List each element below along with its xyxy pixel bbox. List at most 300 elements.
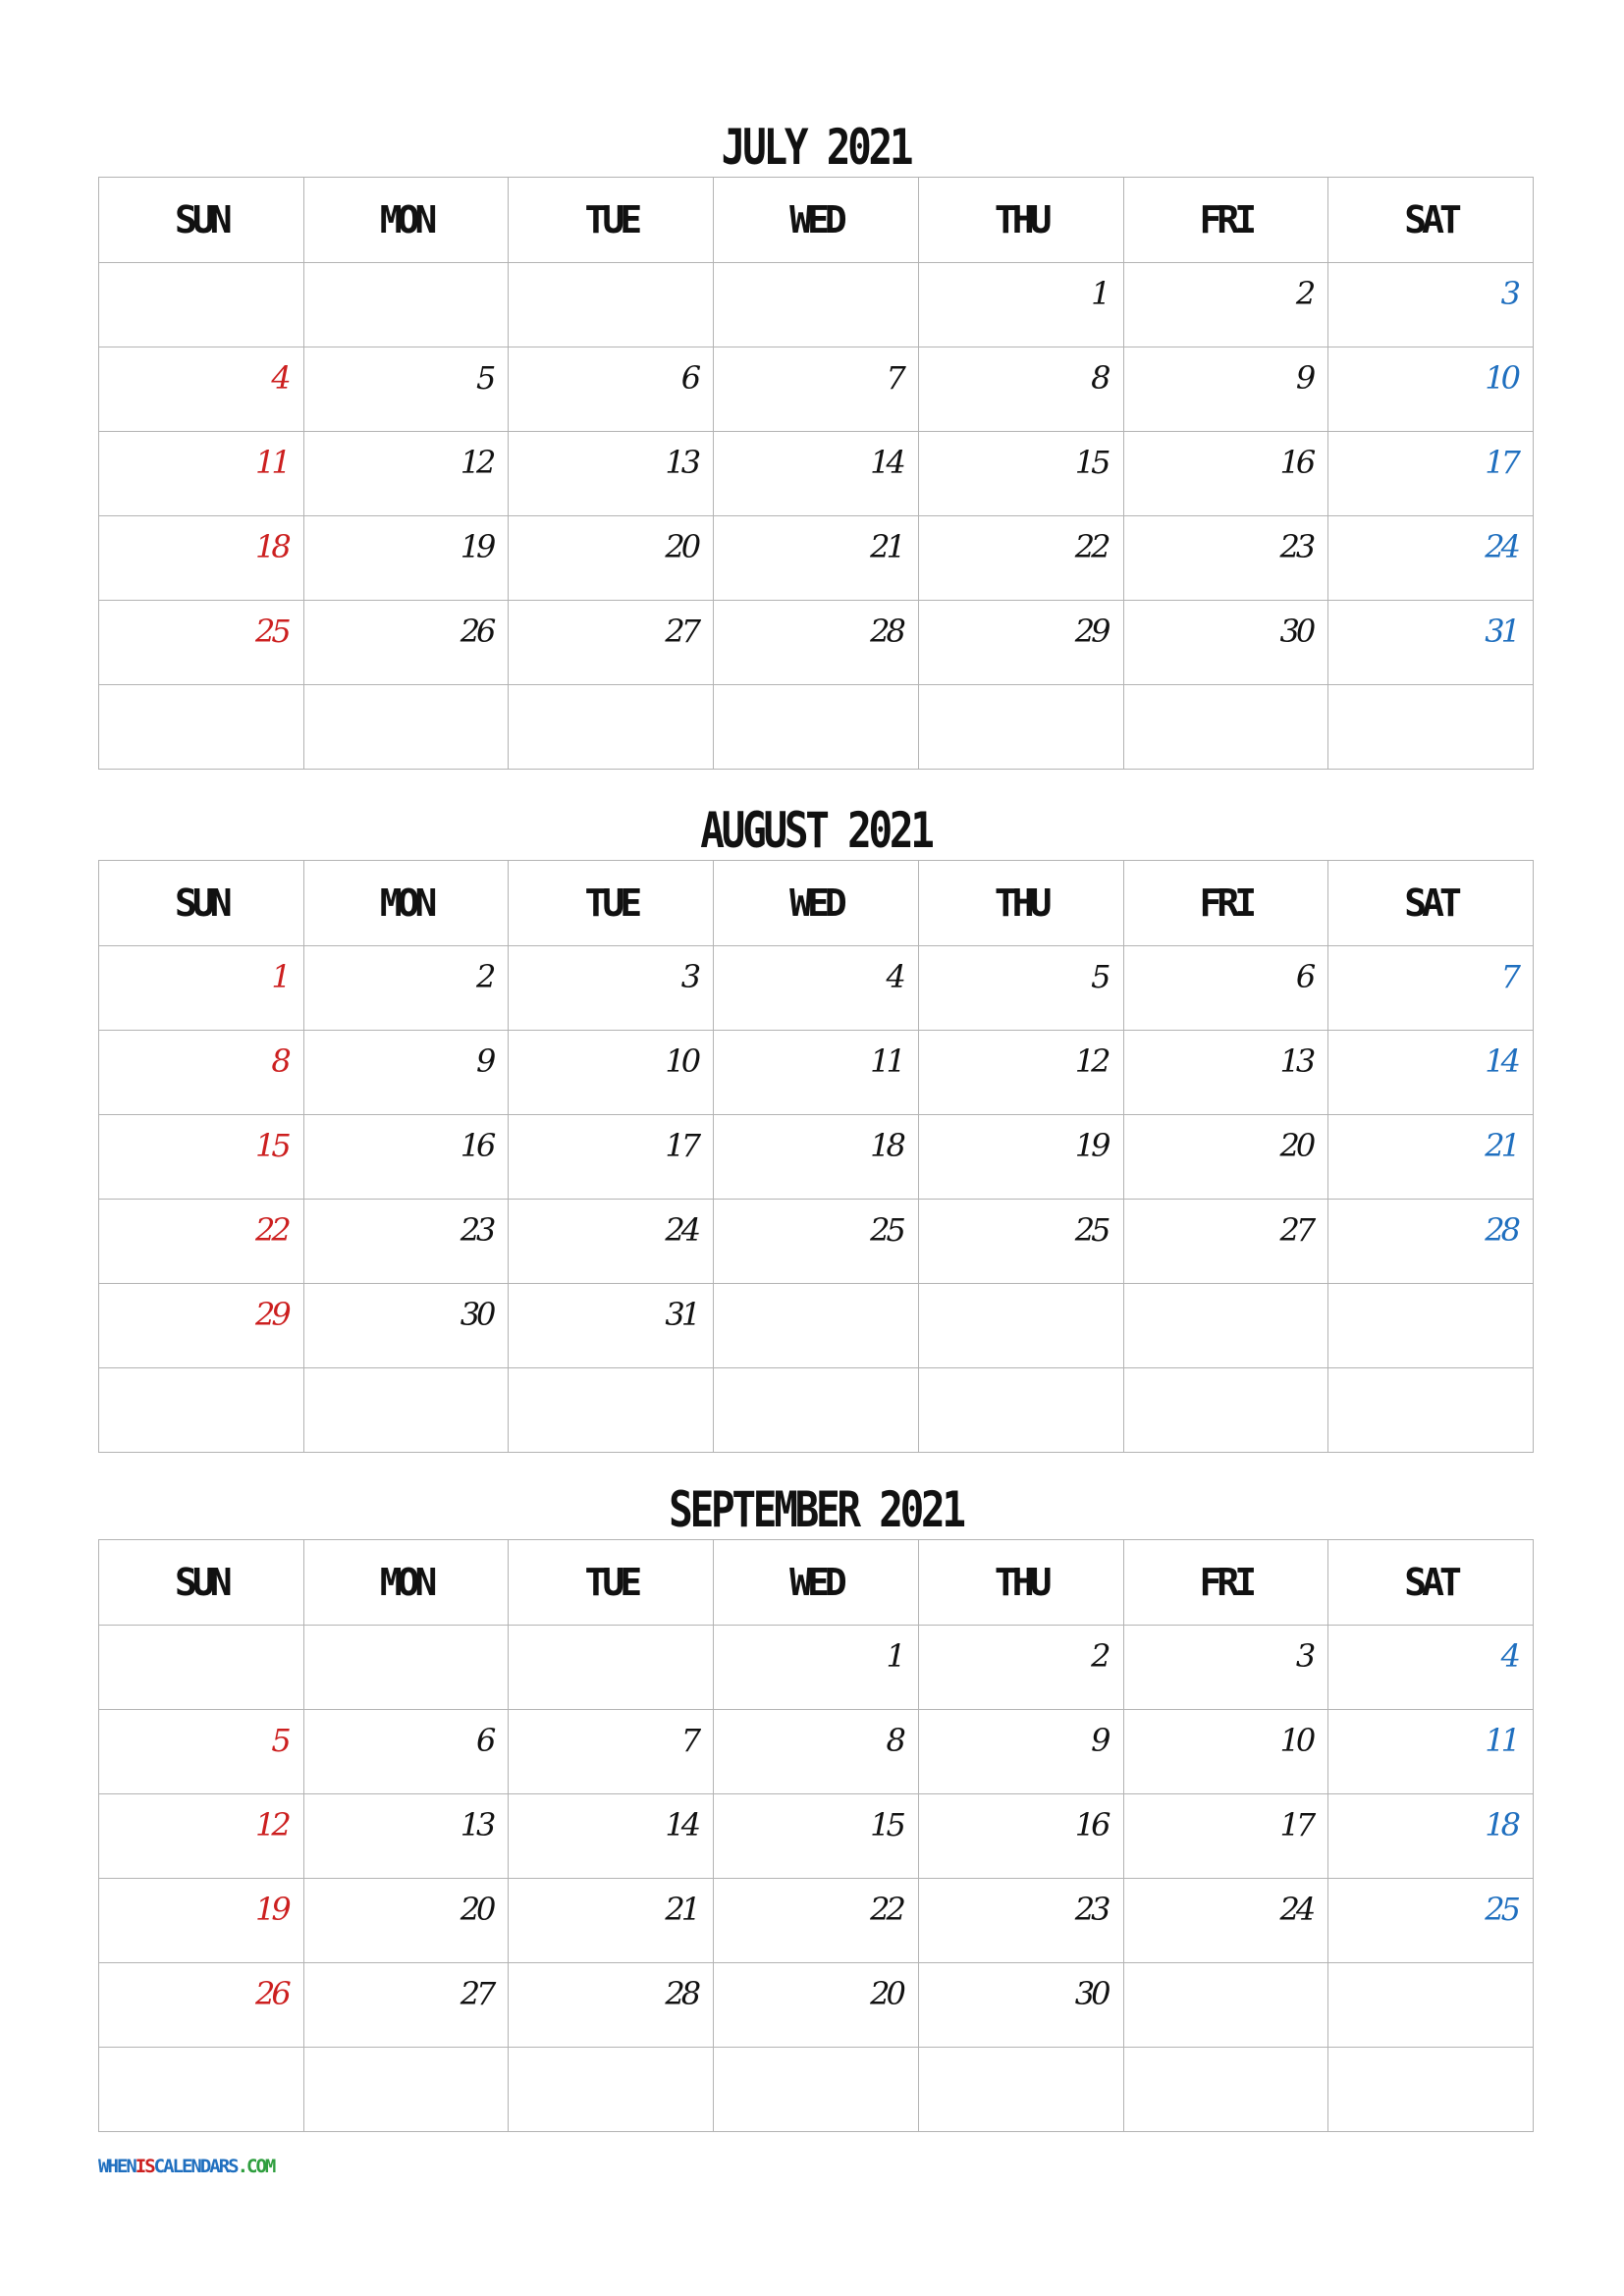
day-cell — [714, 1710, 919, 1794]
day-cell — [509, 1284, 714, 1368]
day-cell — [714, 1794, 919, 1879]
day-cell — [509, 685, 714, 770]
day-cell — [918, 1879, 1123, 1963]
day-cell — [509, 1626, 714, 1710]
day-number: 22 — [870, 1891, 902, 1928]
day-number: 3 — [1295, 1637, 1313, 1675]
month-grid — [98, 1539, 1534, 2132]
day-number — [1517, 688, 1533, 700]
day-number: 8 — [886, 1722, 902, 1759]
day-cell — [509, 601, 714, 685]
weekday-header: FRI — [1123, 861, 1328, 946]
day-number: 6 — [476, 1722, 493, 1759]
day-cell — [1123, 1368, 1328, 1453]
day-number: 20 — [870, 1975, 902, 2012]
day-number: 27 — [460, 1975, 493, 2012]
day-number: 4 — [886, 958, 902, 995]
day-number — [288, 2051, 303, 2062]
weekday-header: TUE — [509, 178, 714, 263]
weekday-header-row — [99, 1540, 1534, 1626]
day-number — [697, 266, 713, 278]
weekday-header: MON — [303, 1540, 509, 1626]
day-number: 26 — [254, 1975, 288, 2012]
day-number — [1108, 1371, 1123, 1383]
day-number: 23 — [1074, 1891, 1108, 1928]
day-number — [1517, 1966, 1533, 1978]
day-number — [1108, 2051, 1123, 2062]
day-cell — [1123, 1710, 1328, 1794]
day-cell — [509, 347, 714, 432]
day-number: 6 — [1295, 958, 1313, 995]
day-number — [492, 1629, 508, 1640]
day-number: 14 — [665, 1806, 698, 1843]
day-number: 9 — [1091, 1722, 1108, 1759]
day-cell — [509, 1115, 714, 1200]
day-cell — [509, 2048, 714, 2132]
day-number — [1312, 1966, 1327, 1978]
month-calendar — [98, 801, 1534, 1453]
weekday-header: TUE — [509, 861, 714, 946]
weekday-header: SUN — [99, 861, 304, 946]
day-cell — [714, 2048, 919, 2132]
day-number: 8 — [271, 1042, 288, 1080]
day-number: 25 — [1074, 1211, 1108, 1249]
day-cell — [1123, 1200, 1328, 1284]
day-number: 18 — [254, 528, 288, 565]
day-number — [288, 1371, 303, 1383]
day-number: 2 — [476, 958, 493, 995]
day-number: 4 — [1500, 1637, 1517, 1675]
day-cell — [918, 1710, 1123, 1794]
day-number: 29 — [254, 1296, 288, 1333]
day-number: 17 — [665, 1127, 698, 1164]
day-cell — [1328, 1200, 1534, 1284]
day-cell — [1328, 1368, 1534, 1453]
day-number: 7 — [886, 359, 902, 397]
day-number: 13 — [460, 1806, 493, 1843]
day-number — [288, 1629, 303, 1640]
day-number: 16 — [1074, 1806, 1108, 1843]
day-cell — [99, 685, 304, 770]
day-number — [697, 1629, 713, 1640]
day-cell — [918, 601, 1123, 685]
day-cell — [1123, 1794, 1328, 1879]
day-cell — [99, 516, 304, 601]
day-cell — [303, 1031, 509, 1115]
day-number: 12 — [460, 444, 493, 481]
day-number: 11 — [870, 1042, 902, 1080]
day-cell — [303, 1115, 509, 1200]
day-cell — [714, 1200, 919, 1284]
day-cell — [1328, 1031, 1534, 1115]
day-number: 7 — [1500, 958, 1517, 995]
weekday-header-row — [99, 178, 1534, 263]
day-number: 27 — [665, 613, 698, 650]
day-cell — [509, 1879, 714, 1963]
day-cell — [714, 1963, 919, 2048]
day-cell — [303, 1963, 509, 2048]
month-title: AUGUST 2021 — [700, 802, 932, 859]
day-number: 19 — [460, 528, 493, 565]
day-number: 17 — [1485, 444, 1517, 481]
month-grid — [98, 860, 1534, 1453]
week-row — [99, 1368, 1534, 1453]
day-cell — [1328, 946, 1534, 1031]
day-number: 6 — [680, 359, 698, 397]
weekday-header: THU — [918, 861, 1123, 946]
week-row — [99, 1031, 1534, 1115]
day-cell — [918, 347, 1123, 432]
day-cell — [99, 946, 304, 1031]
day-cell — [509, 432, 714, 516]
day-number: 25 — [870, 1211, 902, 1249]
day-number: 31 — [1485, 613, 1517, 650]
day-cell — [303, 946, 509, 1031]
day-cell — [918, 685, 1123, 770]
day-cell — [714, 1368, 919, 1453]
day-number: 16 — [1279, 444, 1313, 481]
day-number: 2 — [1091, 1637, 1108, 1675]
day-cell — [1123, 946, 1328, 1031]
day-number: 28 — [665, 1975, 698, 2012]
weekday-header-row — [99, 861, 1534, 946]
day-number: 12 — [1074, 1042, 1108, 1080]
day-number: 13 — [1279, 1042, 1313, 1080]
day-number — [697, 1371, 713, 1383]
day-cell — [918, 1200, 1123, 1284]
day-cell — [509, 946, 714, 1031]
day-number — [492, 688, 508, 700]
day-number: 5 — [271, 1722, 288, 1759]
day-cell — [1123, 1963, 1328, 2048]
day-cell — [99, 1794, 304, 1879]
day-cell — [303, 263, 509, 347]
day-cell — [1328, 1626, 1534, 1710]
day-number: 22 — [254, 1211, 288, 1249]
day-cell — [918, 432, 1123, 516]
day-cell — [303, 1626, 509, 1710]
day-number: 3 — [680, 958, 698, 995]
day-number: 14 — [1485, 1042, 1517, 1080]
day-number: 24 — [665, 1211, 698, 1249]
day-number: 27 — [1279, 1211, 1313, 1249]
day-cell — [99, 601, 304, 685]
day-number: 19 — [254, 1891, 288, 1928]
site-watermark — [98, 2156, 274, 2177]
day-cell — [714, 1626, 919, 1710]
day-cell — [1123, 347, 1328, 432]
day-number: 23 — [1279, 528, 1313, 565]
day-cell — [1123, 516, 1328, 601]
day-number — [1517, 1371, 1533, 1383]
day-number: 15 — [870, 1806, 902, 1843]
day-cell — [303, 347, 509, 432]
day-cell — [714, 263, 919, 347]
day-cell — [1328, 1284, 1534, 1368]
day-number: 8 — [1091, 359, 1108, 397]
day-number — [1108, 1287, 1123, 1299]
day-cell — [99, 1284, 304, 1368]
day-cell — [1123, 1031, 1328, 1115]
weekday-header: SUN — [99, 1540, 304, 1626]
week-row — [99, 1963, 1534, 2048]
day-cell — [1123, 685, 1328, 770]
day-number — [1312, 688, 1327, 700]
day-number — [902, 688, 918, 700]
week-row — [99, 263, 1534, 347]
day-number: 5 — [476, 359, 493, 397]
day-cell — [509, 1710, 714, 1794]
day-cell — [918, 1368, 1123, 1453]
week-row — [99, 2048, 1534, 2132]
day-number: 21 — [870, 528, 902, 565]
day-cell — [1328, 263, 1534, 347]
day-number: 16 — [460, 1127, 493, 1164]
weekday-header: THU — [918, 178, 1123, 263]
day-cell — [509, 1963, 714, 2048]
day-number: 22 — [1074, 528, 1108, 565]
day-number: 28 — [870, 613, 902, 650]
day-number: 5 — [1091, 958, 1108, 995]
day-number — [902, 1287, 918, 1299]
day-number: 20 — [1279, 1127, 1313, 1164]
day-cell — [1123, 2048, 1328, 2132]
day-cell — [509, 516, 714, 601]
day-cell — [303, 1879, 509, 1963]
day-cell — [1328, 516, 1534, 601]
day-number: 7 — [680, 1722, 698, 1759]
day-cell — [303, 1794, 509, 1879]
day-number — [1312, 2051, 1327, 2062]
week-row — [99, 432, 1534, 516]
weekday-header: SUN — [99, 178, 304, 263]
day-cell — [1123, 1115, 1328, 1200]
day-cell — [509, 1200, 714, 1284]
week-row — [99, 1879, 1534, 1963]
watermark-part-when: WHEN — [98, 2156, 135, 2177]
day-number: 23 — [460, 1211, 493, 1249]
day-cell — [99, 1879, 304, 1963]
day-number: 1 — [886, 1637, 902, 1675]
day-cell — [1328, 1794, 1534, 1879]
day-cell — [303, 432, 509, 516]
day-number: 17 — [1279, 1806, 1313, 1843]
day-cell — [303, 2048, 509, 2132]
day-cell — [509, 1031, 714, 1115]
weekday-header: THU — [918, 1540, 1123, 1626]
day-cell — [1328, 2048, 1534, 2132]
day-number: 14 — [870, 444, 902, 481]
day-number — [1312, 1371, 1327, 1383]
day-cell — [1123, 1879, 1328, 1963]
month-title: JULY 2021 — [721, 119, 911, 176]
week-row — [99, 1284, 1534, 1368]
month-calendar — [98, 1480, 1534, 2132]
day-number: 15 — [254, 1127, 288, 1164]
day-cell — [1328, 1879, 1534, 1963]
day-number: 20 — [460, 1891, 493, 1928]
day-number: 10 — [665, 1042, 698, 1080]
day-number — [697, 2051, 713, 2062]
day-cell — [918, 263, 1123, 347]
day-number: 28 — [1485, 1211, 1517, 1249]
day-number — [697, 688, 713, 700]
watermark-part-is: IS — [135, 2156, 154, 2177]
day-number: 24 — [1485, 528, 1517, 565]
day-cell — [1123, 1284, 1328, 1368]
day-cell — [714, 347, 919, 432]
day-cell — [918, 1626, 1123, 1710]
day-cell — [1328, 347, 1534, 432]
month-calendar — [98, 118, 1534, 770]
day-number: 25 — [254, 613, 288, 650]
day-number: 3 — [1500, 275, 1517, 312]
weekday-header: MON — [303, 178, 509, 263]
day-cell — [509, 1794, 714, 1879]
day-number — [902, 1371, 918, 1383]
day-cell — [918, 1031, 1123, 1115]
month-grid — [98, 177, 1534, 770]
day-number: 9 — [476, 1042, 493, 1080]
day-cell — [99, 263, 304, 347]
day-cell — [509, 263, 714, 347]
day-number: 1 — [271, 958, 288, 995]
weekday-header: MON — [303, 861, 509, 946]
day-cell — [303, 1368, 509, 1453]
day-cell — [1328, 1710, 1534, 1794]
watermark-part-com: .COM — [237, 2156, 275, 2177]
weekday-header: SAT — [1328, 861, 1534, 946]
month-title: SEPTEMBER 2021 — [669, 1481, 963, 1538]
day-cell — [1123, 601, 1328, 685]
day-cell — [303, 685, 509, 770]
day-number: 20 — [665, 528, 698, 565]
day-cell — [714, 601, 919, 685]
day-cell — [303, 516, 509, 601]
week-row — [99, 946, 1534, 1031]
day-cell — [99, 1368, 304, 1453]
day-cell — [1328, 432, 1534, 516]
day-number: 30 — [1279, 613, 1313, 650]
day-number — [902, 2051, 918, 2062]
day-number: 24 — [1279, 1891, 1313, 1928]
day-cell — [714, 946, 919, 1031]
day-cell — [714, 1115, 919, 1200]
day-cell — [1328, 685, 1534, 770]
weekday-header: TUE — [509, 1540, 714, 1626]
week-row — [99, 347, 1534, 432]
day-number: 10 — [1279, 1722, 1313, 1759]
day-cell — [918, 2048, 1123, 2132]
day-number: 2 — [1295, 275, 1313, 312]
day-number: 9 — [1295, 359, 1313, 397]
day-cell — [1328, 1963, 1534, 2048]
day-number: 30 — [460, 1296, 493, 1333]
day-number — [492, 1371, 508, 1383]
day-number — [492, 2051, 508, 2062]
day-number — [1312, 1287, 1327, 1299]
day-cell — [1123, 263, 1328, 347]
day-number: 21 — [1485, 1127, 1517, 1164]
day-number: 4 — [271, 359, 288, 397]
day-cell — [99, 1200, 304, 1284]
day-number — [288, 266, 303, 278]
day-cell — [918, 516, 1123, 601]
day-cell — [714, 685, 919, 770]
weekday-header: WED — [714, 1540, 919, 1626]
day-cell — [918, 1794, 1123, 1879]
day-number: 18 — [870, 1127, 902, 1164]
day-cell — [1328, 1115, 1534, 1200]
day-cell — [99, 1963, 304, 2048]
day-cell — [714, 1284, 919, 1368]
weekday-header: SAT — [1328, 1540, 1534, 1626]
day-number: 12 — [254, 1806, 288, 1843]
day-cell — [99, 2048, 304, 2132]
day-cell — [918, 1115, 1123, 1200]
day-cell — [918, 1963, 1123, 2048]
weekday-header: WED — [714, 178, 919, 263]
day-number — [288, 688, 303, 700]
day-number: 21 — [665, 1891, 698, 1928]
day-cell — [99, 1115, 304, 1200]
day-cell — [99, 347, 304, 432]
day-number: 30 — [1074, 1975, 1108, 2012]
day-number: 19 — [1074, 1127, 1108, 1164]
day-number — [1517, 2051, 1533, 2062]
day-number: 11 — [1485, 1722, 1517, 1759]
day-cell — [99, 1031, 304, 1115]
day-cell — [303, 601, 509, 685]
weekday-header: FRI — [1123, 1540, 1328, 1626]
day-cell — [714, 516, 919, 601]
day-cell — [99, 432, 304, 516]
day-number: 18 — [1485, 1806, 1517, 1843]
day-number — [1517, 1287, 1533, 1299]
day-cell — [303, 1284, 509, 1368]
day-number: 10 — [1485, 359, 1517, 397]
day-number: 1 — [1091, 275, 1108, 312]
day-cell — [1123, 1626, 1328, 1710]
day-cell — [714, 432, 919, 516]
week-row — [99, 601, 1534, 685]
week-row — [99, 685, 1534, 770]
day-cell — [509, 1368, 714, 1453]
week-row — [99, 1626, 1534, 1710]
watermark-part-calendars: CALENDARS — [153, 2156, 238, 2177]
day-number: 11 — [254, 444, 288, 481]
week-row — [99, 1200, 1534, 1284]
week-row — [99, 1115, 1534, 1200]
day-number: 13 — [665, 444, 698, 481]
day-number — [492, 266, 508, 278]
day-cell — [1123, 432, 1328, 516]
week-row — [99, 1710, 1534, 1794]
day-number: 25 — [1485, 1891, 1517, 1928]
week-row — [99, 1794, 1534, 1879]
day-cell — [303, 1200, 509, 1284]
day-number: 15 — [1074, 444, 1108, 481]
day-number — [1108, 688, 1123, 700]
day-cell — [918, 946, 1123, 1031]
day-cell — [303, 1710, 509, 1794]
weekday-header: WED — [714, 861, 919, 946]
day-cell — [99, 1626, 304, 1710]
day-number — [902, 266, 918, 278]
day-number: 31 — [665, 1296, 698, 1333]
day-cell — [714, 1031, 919, 1115]
day-number: 26 — [460, 613, 493, 650]
